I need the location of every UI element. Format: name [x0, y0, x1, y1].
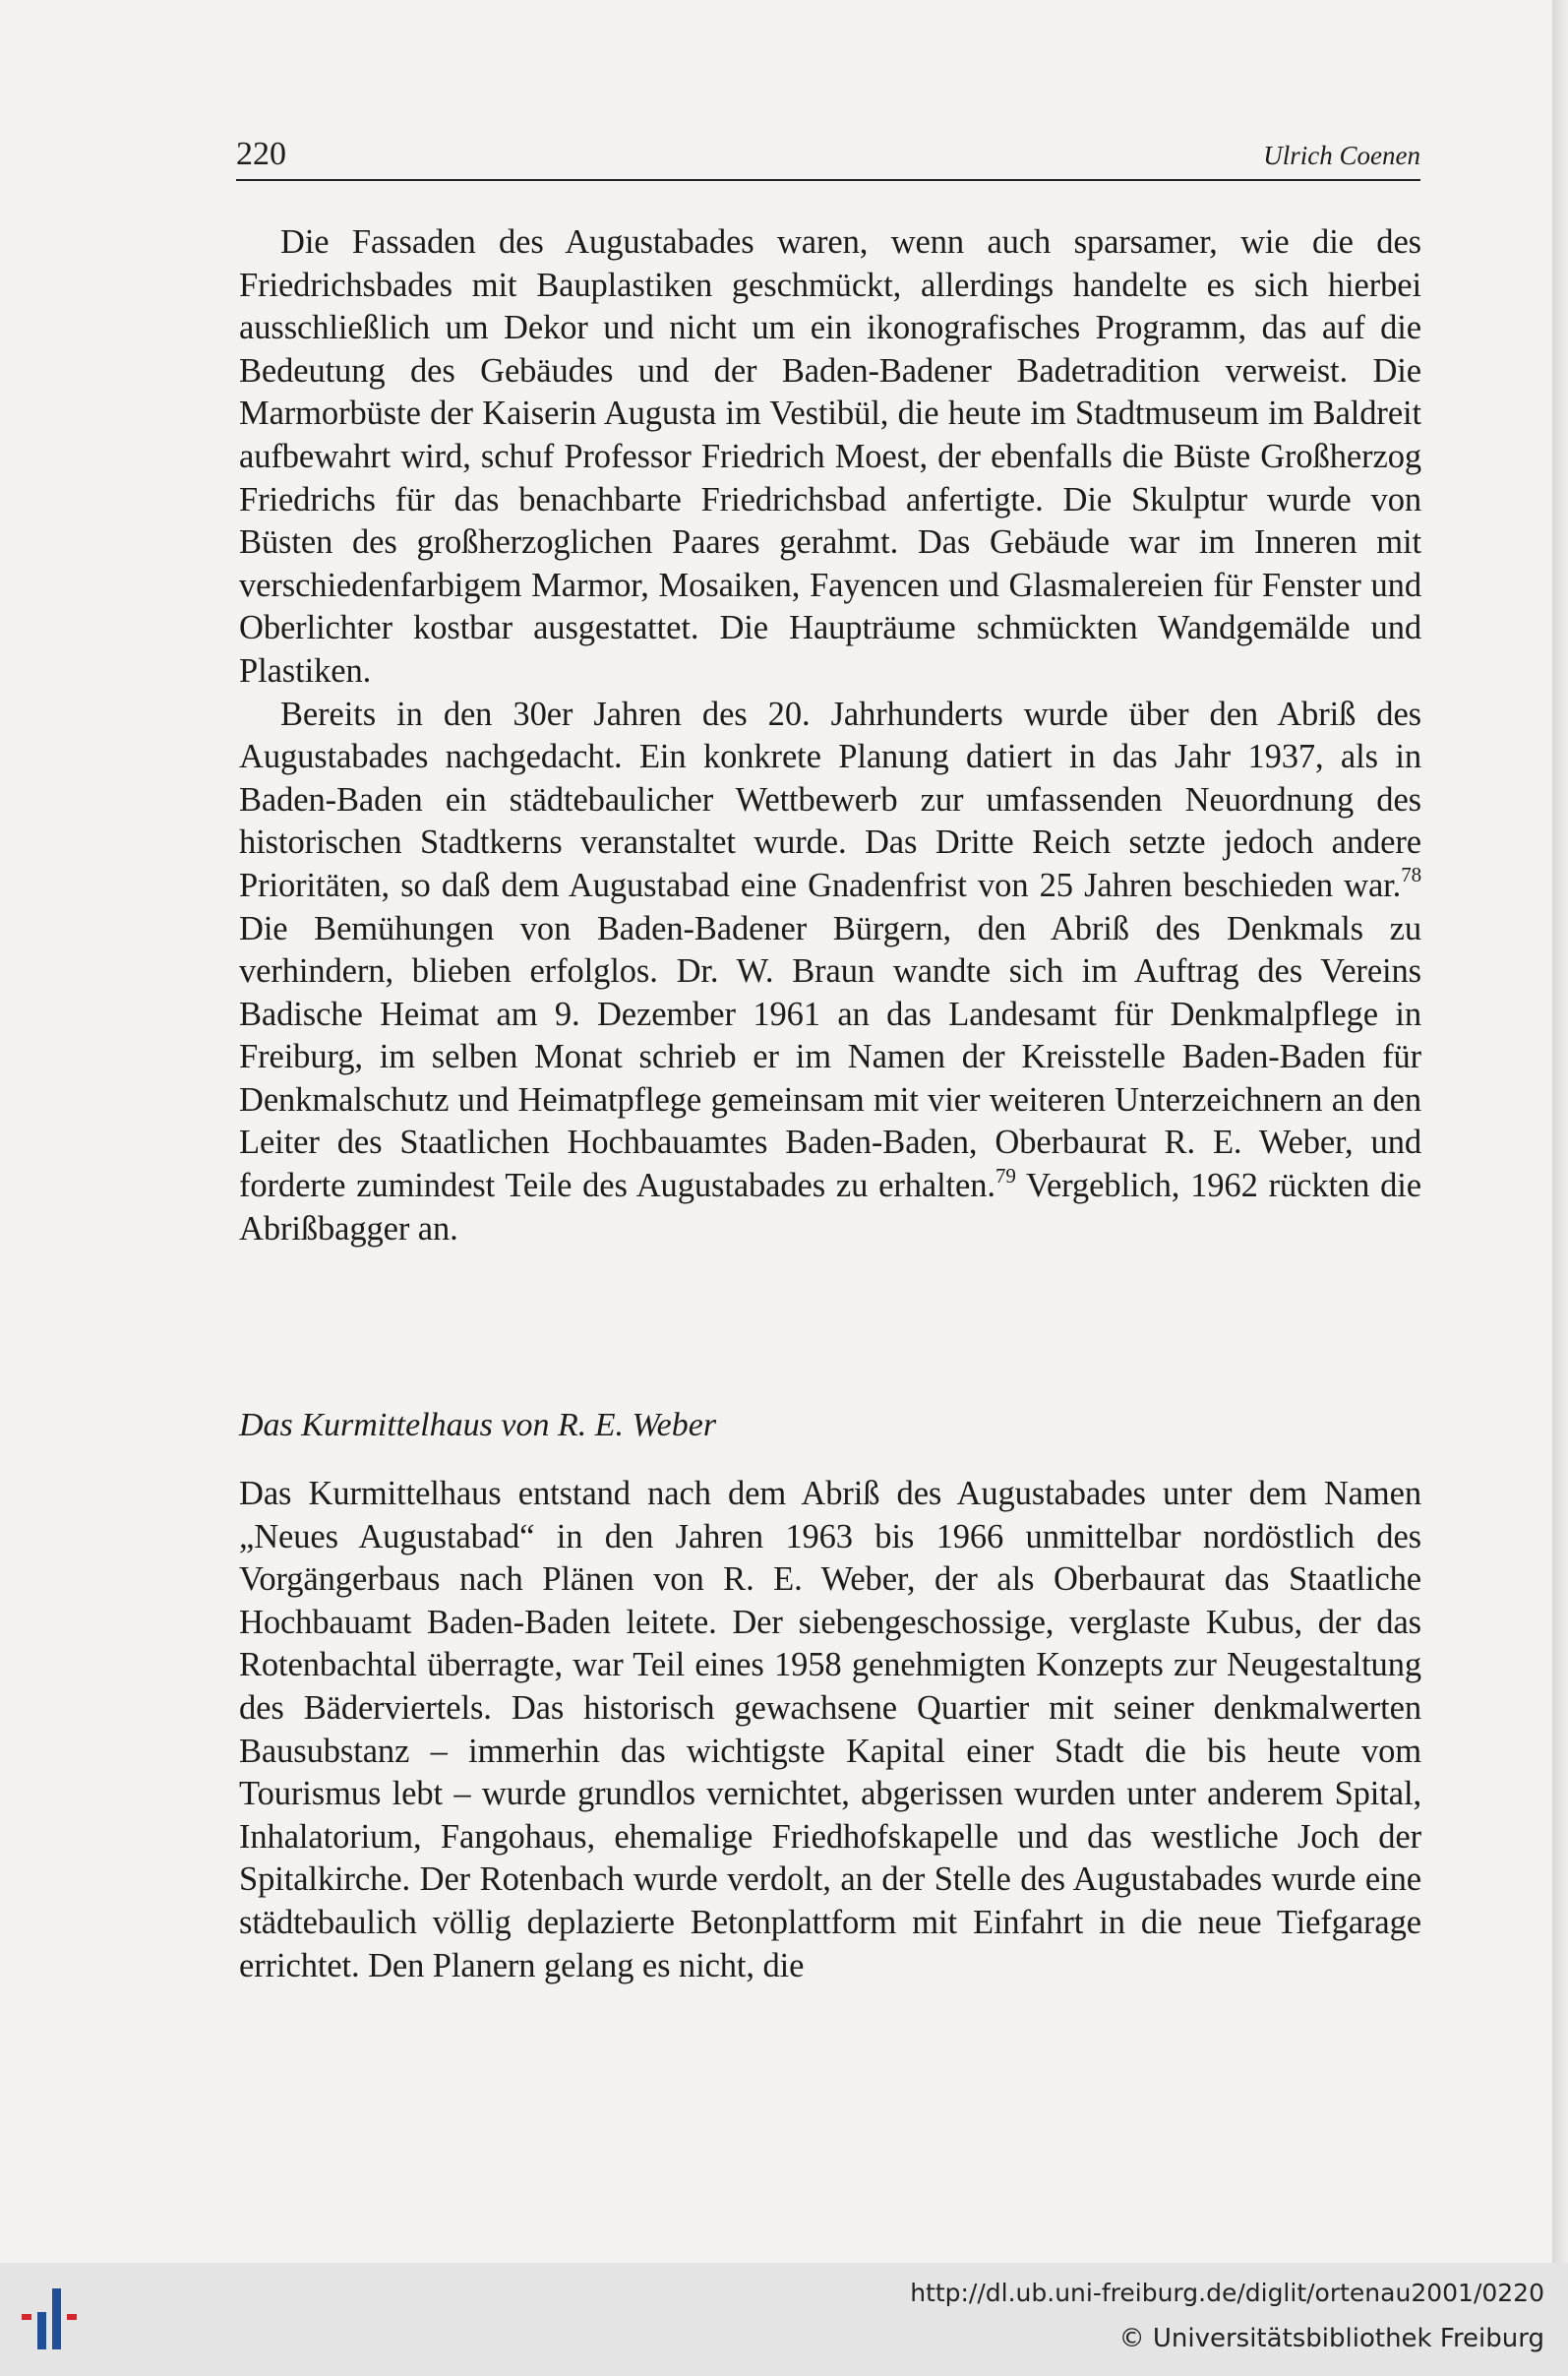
paragraph-2-part-2: Die Bemühungen von Baden-Badener Bürgern, den Abriß des Denkmals zu verhindern, blieben erfolglos. Dr. W. Braun wandte sich im Auftrag des Vereins Badische Heimat am 9. Dezember 1961 an das Landesamt für Denkmalpflege in Freiburg, im selben Monat schrieb er im Namen der Kreisstelle Baden-Baden für Denkmalschutz und Heimatpflege gemeinsam mit vier weiteren Unterzeichnern an den Leiter des Staatlichen Hochbauamtes Baden-Baden, Oberbaurat R. E. Weber, und forderte zumindest Teile des Augustabades zu erhalten. [239, 909, 1421, 1205]
permalink-url[interactable]: http://dl.ub.uni-freiburg.de/diglit/ortenau2001/0220 [910, 2279, 1544, 2307]
paragraph-3: Das Kurmittelhaus entstand nach dem Abriß des Augustabades unter dem Namen „Neues Augustabad“ in den Jahren 1963 bis 1966 unmittelbar nordöstlich des Vorgängerbaus nach Plänen von R. E. Weber, der als Oberbaurat das Staatliche Hochbauamt Baden-Baden leitete. Der siebengeschossige, verglaste Kubus, der das Rotenbachtal überragte, war Teil eines 1958 genehmigten Konzepts zur Neugestaltung des Bäderviertels. Das historisch gewachsene Quartier mit seiner denkmalwerten Bausubstanz – immerhin das wichtigste Kapital einer Stadt die bis heute vom Tourismus lebt – wurde grundlos vernichtet, abgerissen wurden unter anderem Spital, Inhalatorium, Fangohaus, ehemalige Friedhofskapelle und das westliche Joch der Spitalkirche. Der Rotenbach wurde verdolt, an der Stelle des Augustabades wurde eine städtebaulich völlig deplazierte Betonplattform mit Einfahrt in die neue Tiefgarage errichtet. Den Planern gelang es nicht, die [239, 1475, 1421, 1984]
paragraph-1: Die Fassaden des Augustabades waren, wenn auch sparsamer, wie die des Friedrichsbades mit Bauplastiken geschmückt, allerdings handelte es sich hierbei ausschließlich um Dekor und nicht um ein ikonografisches Programm, das auf die Bedeutung des Gebäudes und der Baden-Badener Badetradition verweist. Die Marmorbüste der Kaiserin Augusta im Vestibül, die heute im Stadtmuseum im Baldreit aufbewahrt wird, schuf Professor Friedrich Moest, der ebenfalls die Büste Großherzog Friedrichs für das benachbarte Friedrichsbad anfertigte. Die Skulptur wurde von Büsten des großherzoglichen Paares gerahmt. Das Gebäude war im Inneren mit verschiedenfarbigem Marmor, Mosaiken, Fayencen und Glasmalereien für Fenster und Oberlichter kostbar ausgestattet. Die Haupträume schmückten Wandgemälde und Plastiken. [239, 223, 1421, 690]
body-text-bottom [239, 1473, 1421, 1987]
footnote-ref-78[interactable]: 78 [1401, 863, 1421, 887]
body-text-top [239, 221, 1421, 1250]
page-number: 220 [236, 136, 286, 172]
page-header [236, 128, 1420, 177]
page-edge [1552, 0, 1568, 2263]
copyright-notice: © Universitätsbibliothek Freiburg [1118, 2324, 1544, 2353]
footnote-ref-79[interactable]: 79 [995, 1163, 1016, 1188]
paragraph-2-part-1: Bereits in den 30er Jahren des 20. Jahrhunderts wurde über den Abriß des Augustabades nachgedacht. Ein konkrete Planung datiert in das Jahr 1937, als in Baden-Baden ein städtebaulicher Wettbewerb zur umfassenden Neuordnung des historischen Stadtkerns veranstaltet wurde. Das Dritte Reich setzte jedoch andere Prioritäten, so daß dem Augustabad eine Gnadenfrist von 25 Jahren beschieden war. [239, 695, 1421, 904]
header-rule [236, 179, 1420, 181]
running-head: Ulrich Coenen [1263, 141, 1420, 170]
paragraph-2 [239, 694, 1421, 1251]
ub-freiburg-logo-icon[interactable] [18, 2281, 96, 2359]
section-heading: Das Kurmittelhaus von R. E. Weber [239, 1407, 717, 1443]
viewer-footer [0, 2263, 1568, 2376]
paragraph-2-part-3: Vergeblich, 1962 rückten die Abrißbagger an. [239, 1167, 1421, 1248]
